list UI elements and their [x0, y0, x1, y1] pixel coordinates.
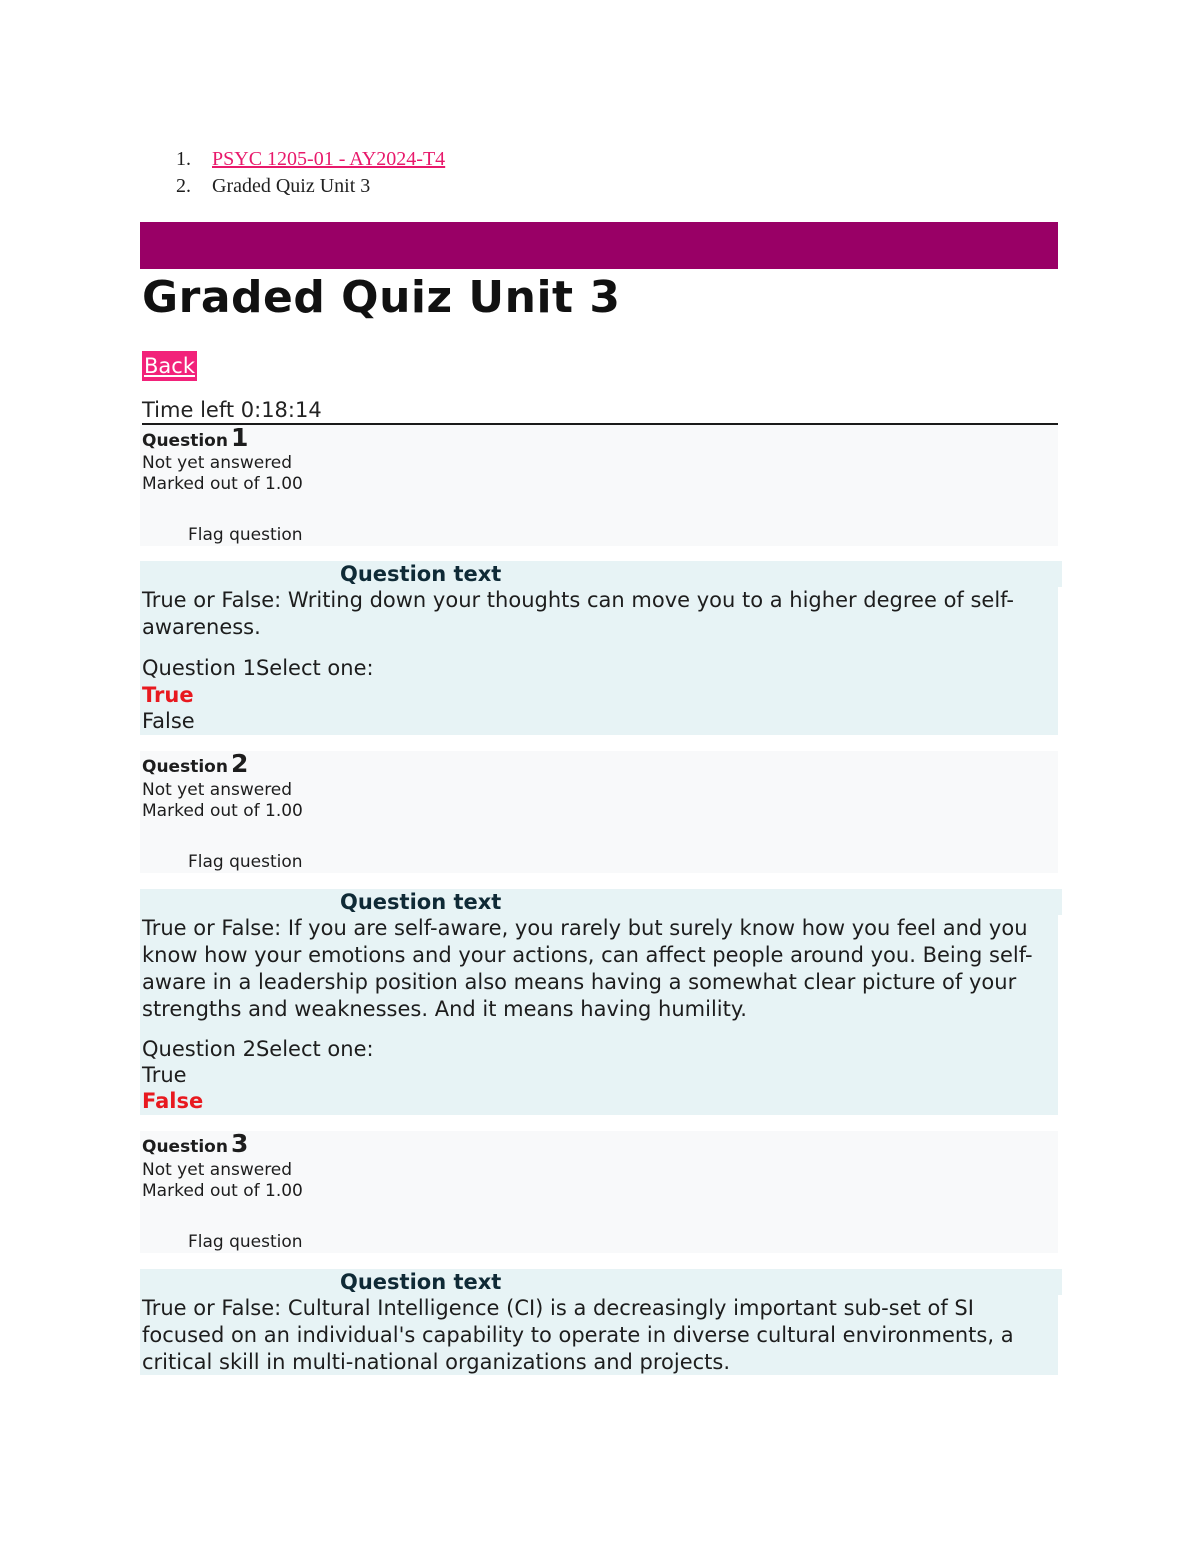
flag-question-button[interactable]: Flag question	[188, 1232, 303, 1252]
question-content-1	[140, 561, 1058, 735]
question-grade: Marked out of 1.00	[142, 474, 303, 494]
answer-option-false[interactable]: False	[142, 1089, 204, 1113]
back-button[interactable]: Back	[142, 351, 197, 381]
question-text-heading: Question text	[340, 889, 1062, 915]
question-number	[142, 425, 248, 454]
question-text: True or False: Cultural Intelligence (CI) is a decreasingly important sub-set of SI focused on an individual's capability to operate in diverse cultural environments, a critical skill in multi-national organizations and projects.	[142, 1296, 1014, 1374]
time-left: Time left 0:18:14	[142, 397, 1058, 425]
question-content-3	[140, 1269, 1058, 1375]
answer-option-true[interactable]: True	[142, 683, 194, 707]
question-label: Question	[142, 757, 228, 777]
question-info-2	[140, 751, 1058, 873]
question-grade: Marked out of 1.00	[142, 1181, 303, 1201]
flag-question-button[interactable]: Flag question	[188, 525, 303, 545]
question-text: True or False: If you are self-aware, you rarely but surely know how you feel and you know how your emotions and your actions, can affect people around you. Being self-aware in a leadership position also means having a somewhat clear picture of your strengths and weaknesses. And it means having humility.	[142, 916, 1033, 1021]
breadcrumb-number: 1.	[176, 148, 191, 170]
question-label: Question	[142, 1137, 228, 1157]
breadcrumb-item-course	[176, 146, 445, 173]
breadcrumb-item-quiz	[176, 173, 445, 200]
page-title: Graded Quiz Unit 3	[142, 272, 621, 323]
breadcrumb-link-course[interactable]: PSYC 1205-01 - AY2024-T4	[212, 148, 446, 170]
question-info-1	[140, 425, 1058, 546]
question-label: Question	[142, 431, 228, 451]
question-state: Not yet answered	[142, 780, 293, 800]
question-text: True or False: Writing down your thoughts can move you to a higher degree of self-awareness.	[142, 588, 1015, 639]
question-number	[142, 1131, 248, 1160]
question-state: Not yet answered	[142, 453, 293, 473]
question-number	[142, 751, 248, 780]
breadcrumb	[176, 146, 445, 200]
header-banner	[140, 222, 1058, 269]
question-text-heading: Question text	[340, 561, 1062, 587]
answer-option-false[interactable]: False	[142, 709, 195, 733]
question-number-value: 1	[230, 423, 249, 452]
question-grade: Marked out of 1.00	[142, 801, 303, 821]
select-one-prompt: Question 1Select one:	[142, 656, 374, 680]
breadcrumb-current: Graded Quiz Unit 3	[212, 175, 371, 197]
question-state: Not yet answered	[142, 1160, 293, 1180]
flag-question-button[interactable]: Flag question	[188, 852, 303, 872]
answer-option-true[interactable]: True	[142, 1063, 187, 1087]
question-content-2	[140, 889, 1058, 1115]
question-text-heading: Question text	[340, 1269, 1062, 1295]
question-number-value: 2	[230, 749, 249, 778]
question-number-value: 3	[230, 1129, 249, 1158]
question-info-3	[140, 1131, 1058, 1253]
select-one-prompt: Question 2Select one:	[142, 1037, 374, 1061]
breadcrumb-number: 2.	[176, 175, 191, 197]
